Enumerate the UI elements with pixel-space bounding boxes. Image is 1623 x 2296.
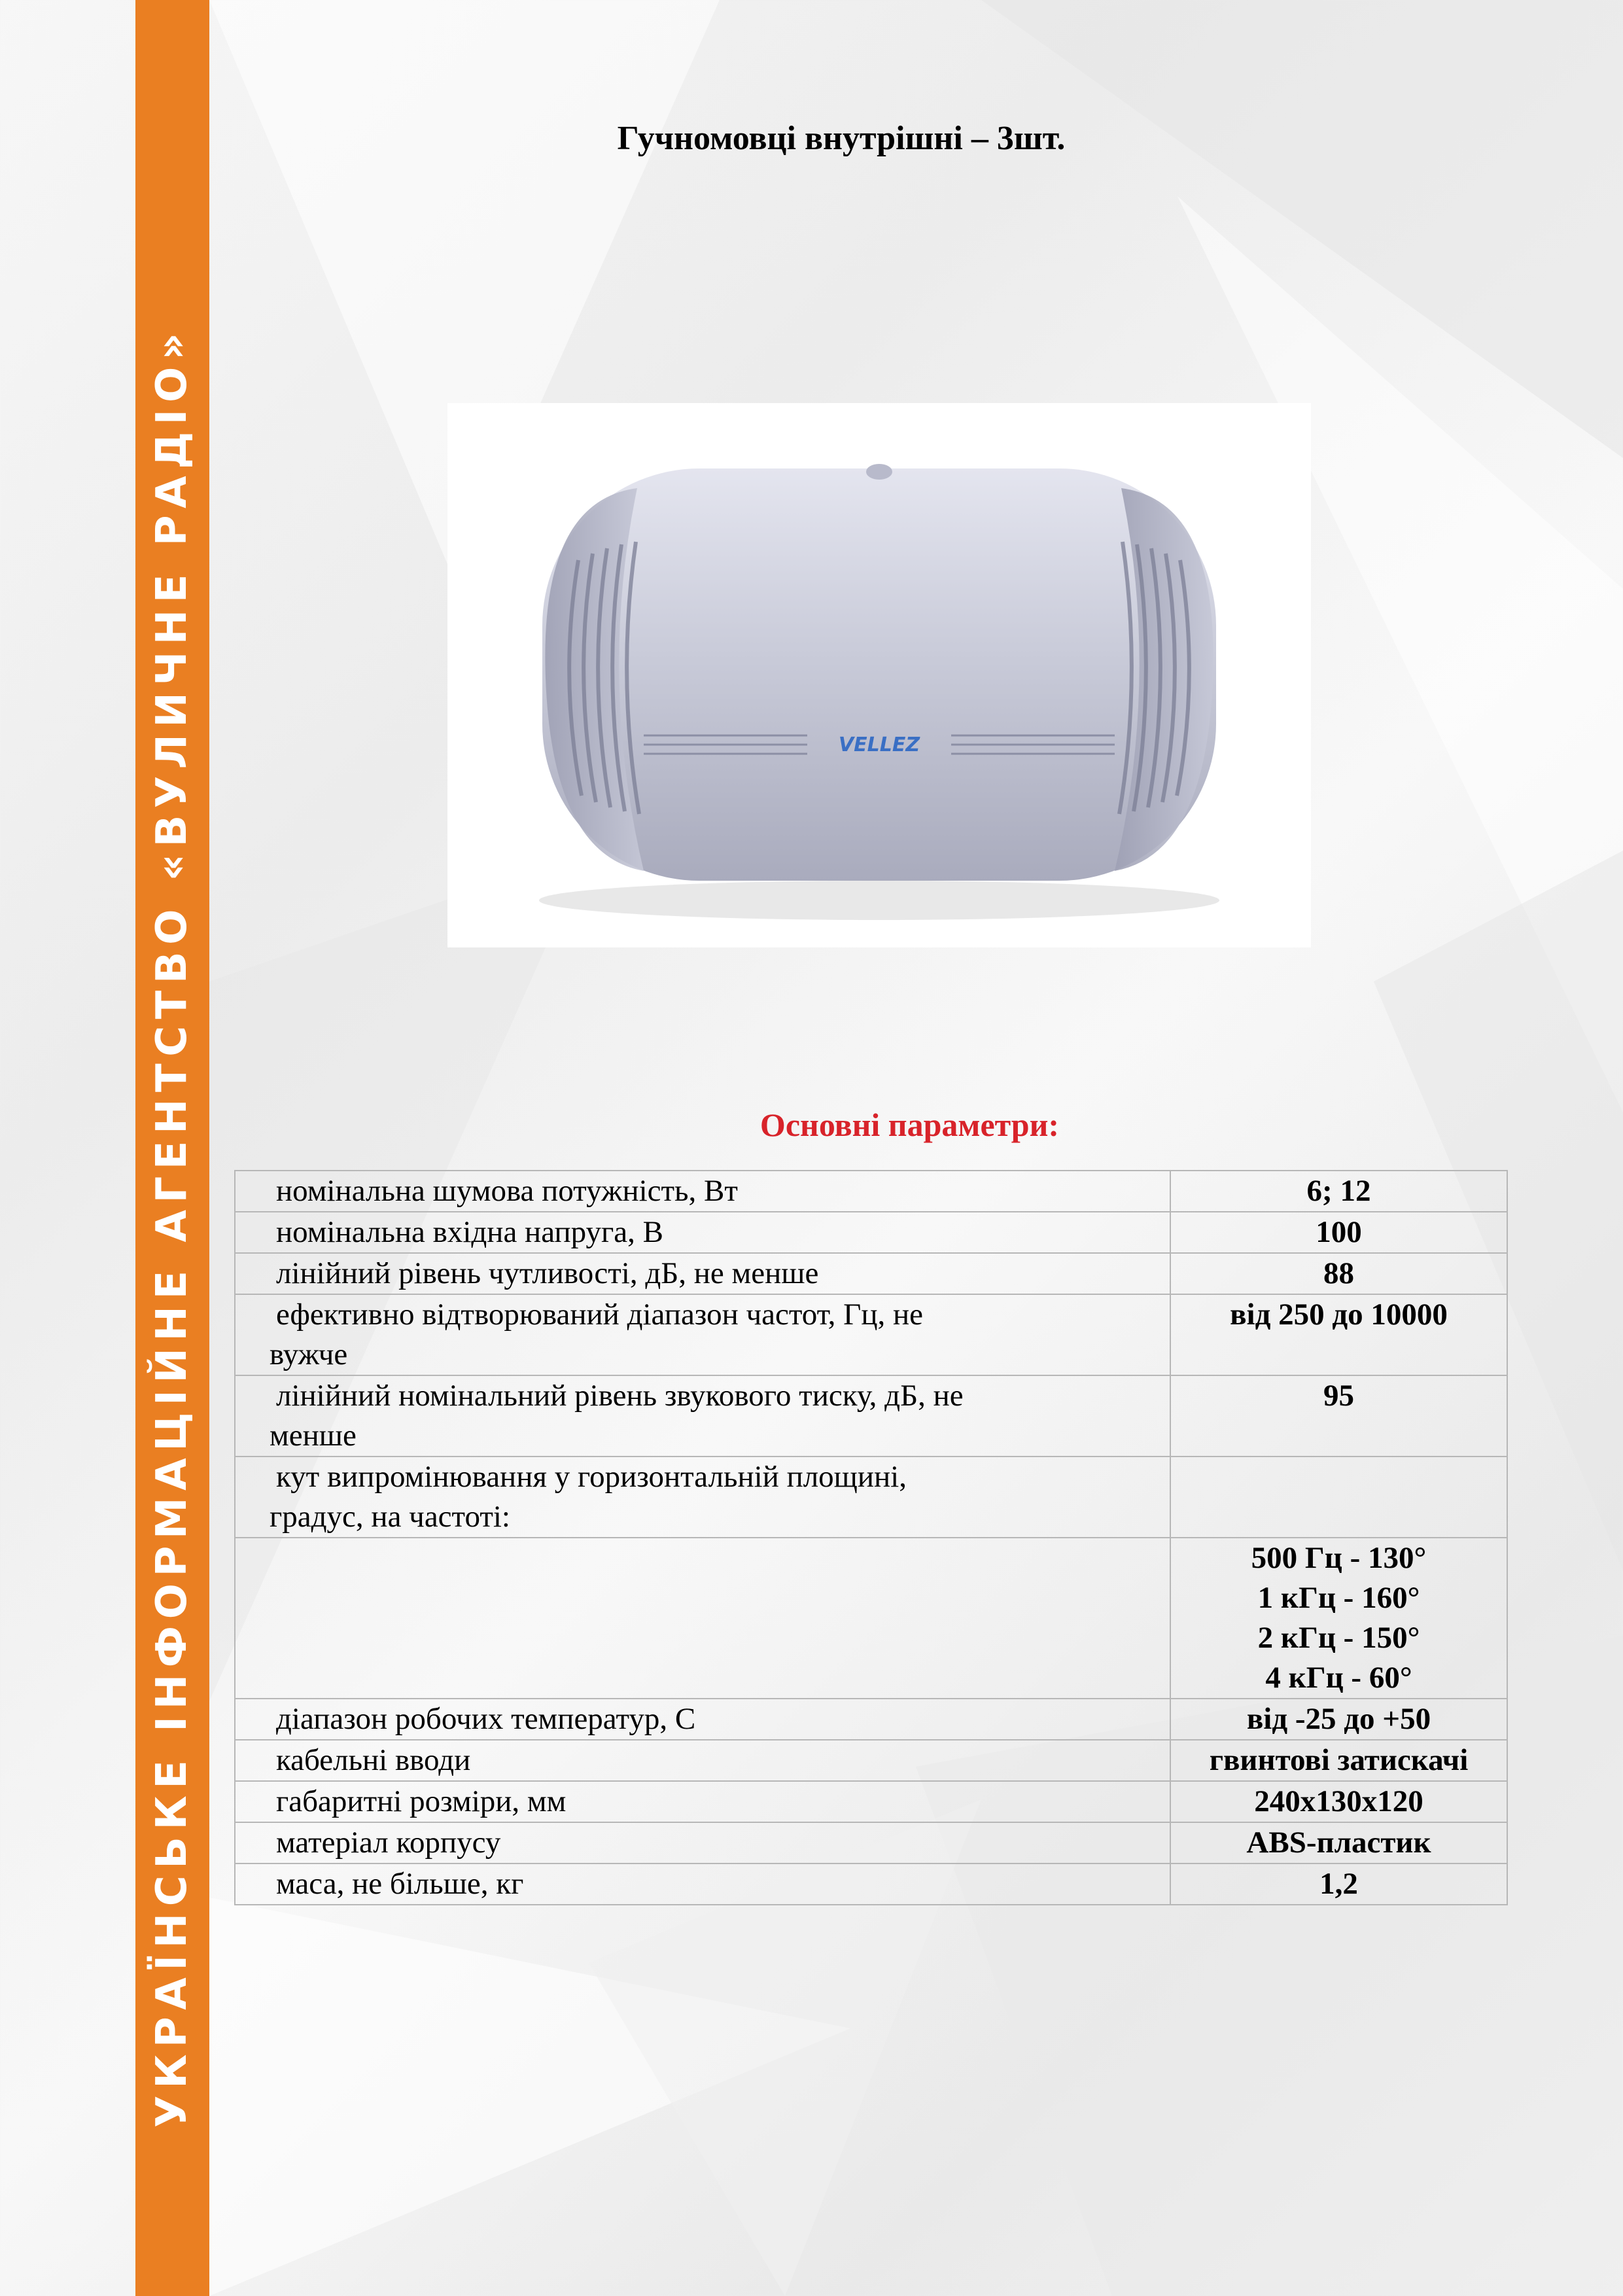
spec-value: 95 bbox=[1323, 1379, 1354, 1413]
spec-value-cell bbox=[1170, 1294, 1507, 1375]
spec-value-cell bbox=[1170, 1781, 1507, 1822]
table-row bbox=[235, 1294, 1507, 1375]
spec-param-label: ефективно відтворюваний діапазон частот, Гц, не bbox=[276, 1298, 923, 1332]
spec-value-cell bbox=[1170, 1457, 1507, 1538]
specs-table bbox=[234, 1170, 1508, 1905]
spec-value-cell bbox=[1170, 1699, 1507, 1740]
table-row bbox=[235, 1781, 1507, 1822]
table-row bbox=[235, 1171, 1507, 1212]
spec-value-cell bbox=[1170, 1212, 1507, 1253]
spec-param-cell bbox=[235, 1457, 1170, 1538]
table-row bbox=[235, 1457, 1507, 1538]
spec-param-cell bbox=[235, 1863, 1170, 1905]
section-title: Основні параметри: bbox=[759, 1106, 1060, 1143]
spec-value-cell bbox=[1170, 1822, 1507, 1863]
spec-value-cell bbox=[1170, 1863, 1507, 1905]
spec-param-cell bbox=[235, 1212, 1170, 1253]
spec-value: 2 кГц - 150° bbox=[1257, 1621, 1420, 1655]
spec-value: 240х130х120 bbox=[1254, 1784, 1423, 1818]
table-row bbox=[235, 1375, 1507, 1457]
spec-value-cell bbox=[1170, 1375, 1507, 1457]
spec-value: від -25 до +50 bbox=[1246, 1702, 1431, 1736]
spec-value-cell bbox=[1170, 1740, 1507, 1781]
spec-param-label: лінійний рівень чутливості, дБ, не менше bbox=[276, 1256, 819, 1290]
spec-value-cell bbox=[1170, 1253, 1507, 1294]
sidebar-agency-name: УКРАЇНСЬКЕ ІНФОРМАЦІЙНЕ АГЕНТСТВО «ВУЛИЧНЕ РАДІО» bbox=[148, 326, 196, 2128]
spec-value: 500 Гц - 130° bbox=[1251, 1541, 1427, 1575]
spec-value: 1 кГц - 160° bbox=[1257, 1581, 1420, 1615]
spec-param-label: кабельні вводи bbox=[276, 1743, 471, 1777]
spec-param-label-continued: градус, на частоті: bbox=[270, 1500, 510, 1534]
spec-value: гвинтові затискачі bbox=[1209, 1743, 1469, 1777]
spec-param-label: матеріал корпусу bbox=[276, 1826, 501, 1860]
spec-param-label: номінальна шумова потужність, Вт bbox=[276, 1174, 738, 1208]
spec-value: 100 bbox=[1316, 1215, 1362, 1249]
brand-label: VELLEZ bbox=[838, 733, 920, 756]
spec-param-cell bbox=[235, 1699, 1170, 1740]
spec-param-cell bbox=[235, 1294, 1170, 1375]
spec-param-cell bbox=[235, 1538, 1170, 1699]
spec-value-cell bbox=[1170, 1171, 1507, 1212]
table-row bbox=[235, 1822, 1507, 1863]
table-row bbox=[235, 1212, 1507, 1253]
spec-value: 4 кГц - 60° bbox=[1265, 1661, 1412, 1695]
spec-param-label-continued: менше bbox=[270, 1419, 357, 1453]
spec-param-label-continued: вужче bbox=[270, 1337, 348, 1371]
table-row bbox=[235, 1538, 1507, 1699]
spec-param-label: габаритні розміри, мм bbox=[276, 1784, 567, 1818]
spec-value: 88 bbox=[1323, 1256, 1354, 1290]
spec-value: 6; 12 bbox=[1306, 1174, 1371, 1208]
spec-param-label: лінійний номінальний рівень звукового тиску, дБ, не bbox=[276, 1379, 964, 1413]
table-row bbox=[235, 1863, 1507, 1905]
page-title: Гучномовці внутрішні – 3шт. bbox=[617, 120, 1066, 157]
table-row bbox=[235, 1740, 1507, 1781]
spec-param-label: діапазон робочих температур, С bbox=[276, 1702, 696, 1736]
spec-param-cell bbox=[235, 1253, 1170, 1294]
spec-param-cell bbox=[235, 1822, 1170, 1863]
spec-param-label: номінальна вхідна напруга, В bbox=[276, 1215, 663, 1249]
table-row bbox=[235, 1699, 1507, 1740]
spec-value: ABS-пластик bbox=[1246, 1826, 1431, 1860]
spec-param-cell bbox=[235, 1171, 1170, 1212]
spec-param-cell bbox=[235, 1375, 1170, 1457]
spec-param-cell bbox=[235, 1740, 1170, 1781]
spec-value: 1,2 bbox=[1319, 1867, 1358, 1901]
spec-param-cell bbox=[235, 1781, 1170, 1822]
spec-value-cell bbox=[1170, 1538, 1507, 1699]
spec-value: від 250 до 10000 bbox=[1230, 1298, 1448, 1332]
speaker-illustration bbox=[447, 403, 1311, 947]
table-row bbox=[235, 1253, 1507, 1294]
spec-param-label: маса, не більше, кг bbox=[276, 1867, 524, 1901]
spec-param-label: кут випромінювання у горизонтальній площині, bbox=[276, 1460, 907, 1494]
product-photo bbox=[447, 403, 1311, 947]
